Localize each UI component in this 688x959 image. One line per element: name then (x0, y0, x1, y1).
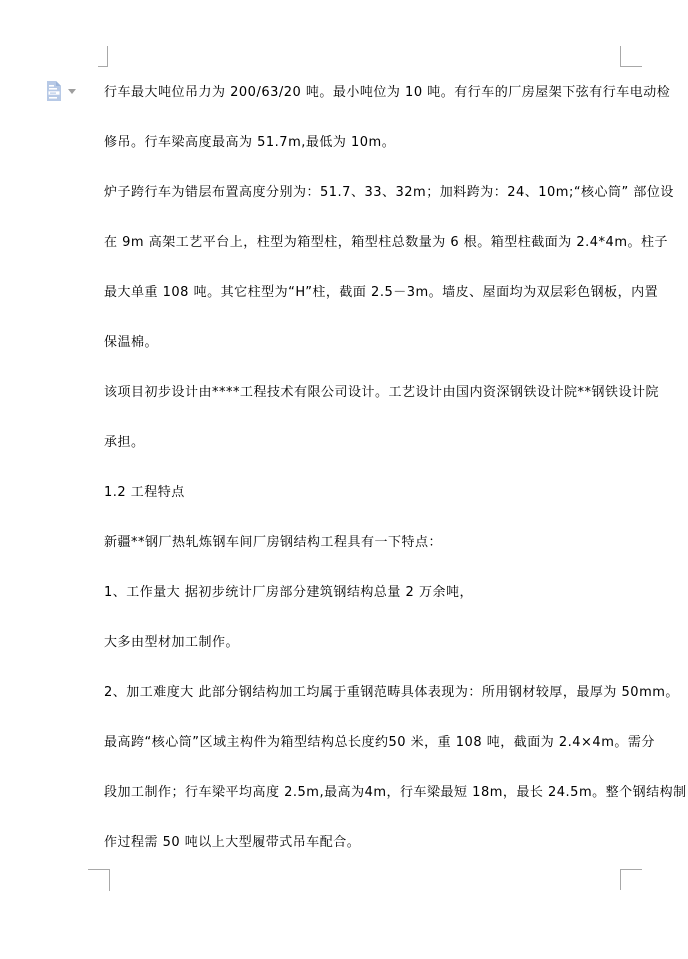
text-line: 作过程需 50 吨以上大型履带式吊车配合。 (104, 835, 361, 850)
chevron-down-icon (68, 89, 76, 94)
text-boundary-mark-bottom-right (620, 869, 642, 890)
text-line: 承担。 (104, 435, 145, 450)
text-line: 保温棉。 (104, 335, 159, 350)
text-boundary-mark-bottom-left (88, 869, 110, 891)
paste-options-button[interactable] (46, 78, 82, 104)
text-line: 该项目初步设计由****工程技术有限公司设计。工艺设计由国内资深钢铁设计院**钢铁设计院 (104, 385, 660, 400)
text-line: 段加工制作；行车梁平均高度 2.5m,最高为4m，行车梁最短 18m，最长 24.5m。整个钢结构制 (104, 785, 687, 800)
text-line: 行车最大吨位吊力为 200/63/20 吨。最小吨位为 10 吨。有行车的厂房屋架下弦有行车电动检 (104, 85, 671, 100)
text-line: 2、加工难度大 此部分钢结构加工均属于重钢范畴具体表现为：所用钢材较厚，最厚为 50mm。 (104, 685, 679, 700)
text-line: 在 9m 高架工艺平台上，柱型为箱型柱，箱型柱总数量为 6 根。箱型柱截面为 2.4*4m。柱子 (104, 235, 668, 250)
text-line: 大多由型材加工制作。 (104, 635, 240, 650)
section-heading: 1.2 工程特点 (104, 485, 185, 500)
text-line: 修吊。行车梁高度最高为 51.7m,最低为 10m。 (104, 135, 396, 150)
document-text-area (104, 68, 687, 868)
text-boundary-mark-top-left (98, 46, 108, 67)
text-line: 1、工作量大 据初步统计厂房部分建筑钢结构总量 2 万余吨， (104, 585, 473, 600)
text-boundary-mark-top-right (620, 46, 642, 67)
document-icon (46, 81, 62, 102)
text-line: 最大单重 108 吨。其它柱型为“H”柱，截面 2.5－3m。墙皮、屋面均为双层彩色钢板，内置 (104, 285, 659, 300)
text-line: 最高跨“核心筒”区域主构件为箱型结构总长度约50 米，重 108 吨，截面为 2.4×4m。需分 (104, 735, 655, 750)
text-line: 炉子跨行车为错层布置高度分别为：51.7、33、32m；加料跨为：24、10m;“核心筒” 部位设 (104, 185, 674, 200)
text-line: 新疆**钢厂热轧炼钢车间厂房钢结构工程具有一下特点： (104, 535, 443, 550)
